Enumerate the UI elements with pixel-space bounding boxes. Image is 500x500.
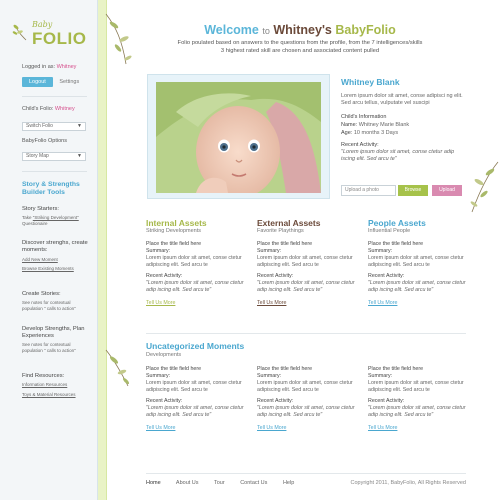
tell-us-more-link[interactable]: Tell Us More [146, 425, 176, 431]
activity-label: Recent Activity: [146, 398, 183, 404]
card-title: Place the title field here [257, 241, 313, 247]
welcome-word: Welcome [204, 23, 259, 37]
tools-heading: Story & Strengths Builder Tools [22, 181, 80, 196]
create-stories-desc: See notes for contextual population " calls to action" [22, 300, 76, 311]
footer-link-home[interactable]: Home [146, 480, 161, 486]
uncategorized-card-3 [368, 366, 468, 431]
brand-name: BabyFolio [335, 23, 396, 37]
tell-us-more-link[interactable]: Tell Us More [257, 425, 287, 431]
footer [146, 480, 466, 486]
child-profile [341, 77, 465, 163]
baby-photo-illustration [156, 82, 321, 193]
find-title: Find Resources: [22, 373, 65, 379]
story-map-value: Story Map [26, 153, 49, 159]
summary-text: Lorem ipsum dolor sit amet, conse ctetur adipiscing elit. Sed arcu te [146, 255, 242, 268]
develop-title: Develop Strengths, Plan Experiences [22, 326, 85, 339]
logged-in-user: Whitney [56, 64, 77, 70]
to-word: to [262, 26, 270, 36]
vine-icon [462, 160, 500, 215]
owner-name: Whitney's [273, 23, 332, 37]
card-title: Place the title field here [146, 366, 202, 372]
card-title: Place the title field here [368, 241, 424, 247]
sidebar-stripe [98, 0, 107, 500]
section-divider [146, 333, 466, 334]
activity-text: "Lorem ipsum dolor sit amet, conse ctetur adip iscing elit. Sed arcu te" [146, 280, 244, 293]
external-assets-title: External Assets [257, 218, 321, 228]
chevron-down-icon: ▼ [77, 123, 82, 129]
childs-folio-label: Child's Folio: [22, 106, 54, 112]
child-name-row [341, 121, 465, 129]
browse-moments-link[interactable]: Browse Existing Moments [22, 266, 74, 271]
activity-text: "Lorem ipsum dolor sit amet, conse ctetur adip iscing elit. Sed arcu te" [257, 405, 355, 418]
summary-label: Summary: [146, 373, 171, 379]
activity-label: Recent Activity: [368, 398, 405, 404]
browse-button[interactable]: Browse [398, 185, 428, 196]
settings-link[interactable]: Settings [59, 79, 80, 85]
external-assets-column [257, 218, 357, 306]
activity-text: "Lorem ipsum dolor sit amet, conse ctetur adip iscing elit. Sed arcu te" [368, 280, 466, 293]
activity-text: "Lorem ipsum dolor sit amet, conse ctetur adip iscing elit. Sed arcu te" [341, 149, 455, 162]
card-title: Place the title field here [257, 366, 313, 372]
activity-label: Recent Activity: [146, 273, 183, 279]
tell-us-more-link[interactable]: Tell Us More [257, 300, 287, 306]
switch-folio-value: Switch Folio [26, 123, 53, 129]
activity-label: Recent Activity: [368, 273, 405, 279]
create-stories [22, 291, 92, 311]
summary-text: Lorem ipsum dolor sit amet, conse ctetur adipiscing elit. Sed arcu te [368, 380, 464, 393]
switch-folio-select[interactable] [22, 122, 86, 131]
footer-link-about[interactable]: About Us [175, 480, 199, 486]
tell-us-more-link[interactable]: Tell Us More [368, 300, 398, 306]
story-starters-desc [22, 215, 92, 226]
story-starters-title: Story Starters: [22, 206, 60, 212]
childs-folio-name: Whitney [54, 106, 75, 112]
chevron-down-icon: ▼ [77, 153, 82, 159]
summary-label: Summary: [368, 373, 393, 379]
vine-icon [104, 348, 132, 388]
logo-baby: Baby [32, 20, 53, 29]
upload-photo-input[interactable]: Upload a photo [341, 185, 396, 196]
summary-label: Summary: [146, 248, 171, 254]
child-photo [156, 82, 321, 193]
story-starters [22, 206, 92, 226]
info-resources-link[interactable]: Information Resources [22, 382, 68, 387]
options-label: BabyFolio Options [22, 138, 67, 144]
account-actions [22, 77, 92, 87]
summary-text: Lorem ipsum dolor sit amet, conse ctetur adipiscing elit. Sed arcu te [146, 380, 242, 393]
story-starters-desc-post: Questionaire [22, 220, 48, 226]
upload-button[interactable]: Upload [432, 185, 462, 196]
develop-desc: See notes for contextual population " calls to action" [22, 342, 76, 353]
copyright: Copyright 2011, BabyFolio, All Rights Reserved [350, 480, 466, 486]
internal-assets-title: Internal Assets [146, 218, 207, 228]
uncategorized-card-2 [257, 366, 357, 431]
footer-divider [146, 473, 466, 474]
child-photo-frame [147, 74, 330, 199]
footer-link-contact[interactable]: Contact Us [240, 480, 268, 486]
discover-title: Discover strenghs, create moments: [22, 240, 88, 253]
activity-text: "Lorem ipsum dolor sit amet, conse ctetur adip iscing elit. Sed arcu te" [146, 405, 244, 418]
activity-text: "Lorem ipsum dolor sit amet, conse ctetur adip iscing elit. Sed arcu te" [368, 405, 466, 418]
footer-link-tour[interactable]: Tour [213, 480, 225, 486]
summary-label: Summary: [257, 373, 282, 379]
divider [22, 171, 87, 172]
tell-us-more-link[interactable]: Tell Us More [368, 425, 398, 431]
activity-label: Recent Activity: [341, 142, 379, 148]
switch-folio-wrap [22, 122, 92, 131]
subtitle-line-2: 3 highest rated skill are chosen and associated content pulled [220, 47, 380, 54]
child-info-title: Child's Information [341, 114, 387, 120]
internal-assets-subtitle: Striking Developments [146, 228, 202, 234]
striking-development-link[interactable]: "Striking Development" [32, 215, 79, 220]
develop-strengths [22, 326, 92, 353]
activity-text: "Lorem ipsum dolor sit amet, conse ctetur adip iscing elit. Sed arcu te" [257, 280, 355, 293]
logout-button[interactable]: Logout [22, 77, 53, 87]
footer-link-help[interactable]: Help [282, 480, 295, 486]
logo-folio: FOLIO [32, 29, 87, 48]
page-title [150, 23, 450, 37]
logged-in-label: Logged in as: [22, 64, 56, 70]
logo[interactable] [18, 20, 93, 60]
age-label: Age: [341, 130, 353, 136]
internal-assets-column [146, 218, 246, 306]
name-value: Whitney Marie Blank [358, 122, 410, 128]
page-subtitle [150, 40, 450, 55]
story-map-select[interactable] [22, 152, 86, 161]
find-resources [22, 373, 92, 397]
people-assets-column [368, 218, 468, 306]
summary-label: Summary: [257, 248, 282, 254]
summary-text: Lorem ipsum dolor sit amet, conse ctetur adipiscing elit. Sed arcu te [257, 255, 353, 268]
card-title: Place the title field here [368, 366, 424, 372]
toys-resources-link[interactable]: Toys & Material Resources [22, 392, 76, 397]
people-assets-title: People Assets [368, 218, 426, 228]
activity-label: Recent Activity: [257, 273, 294, 279]
summary-text: Lorem ipsum dolor sit amet, conse ctetur adipiscing elit. Sed arcu te [368, 255, 464, 268]
add-moment-link[interactable]: Add New Moment [22, 257, 58, 262]
name-label: Name: [341, 122, 358, 128]
create-stories-title: Create Stories: [22, 291, 61, 297]
discover-section [22, 240, 92, 271]
people-assets-subtitle: Influential People [368, 228, 411, 234]
sprig-icon [12, 22, 28, 42]
profile-intro: Lorem ipsum dolor sit amet, conse adipisci ng elit. Sed arcu tellus, vulputate vel suscipi [341, 93, 463, 106]
story-starters-desc-pre: Take [22, 215, 33, 220]
divider [22, 96, 87, 97]
summary-text: Lorem ipsum dolor sit amet, conse ctetur adipiscing elit. Sed arcu te [257, 380, 353, 393]
child-name: Whitney Blank [341, 77, 400, 87]
childs-folio [22, 106, 92, 112]
external-assets-subtitle: Favorite Playthings [257, 228, 304, 234]
tell-us-more-link[interactable]: Tell Us More [146, 300, 176, 306]
login-status [22, 64, 92, 70]
subtitle-line-1: Folio poulated based on answers to the questions from the profile, from the 7 intelligences/skills [177, 40, 423, 46]
story-map-wrap [22, 152, 92, 161]
activity-label: Recent Activity: [257, 398, 294, 404]
age-value: 10 months 3 Days [353, 130, 399, 136]
uncategorized-subtitle: Developments [146, 352, 182, 358]
card-title: Place the title field here [146, 241, 202, 247]
uncategorized-card-1 [146, 366, 246, 431]
summary-label: Summary: [368, 248, 393, 254]
child-age-row [341, 129, 465, 137]
vine-icon [104, 12, 134, 67]
uncategorized-title: Uncategorized Moments [146, 341, 245, 351]
